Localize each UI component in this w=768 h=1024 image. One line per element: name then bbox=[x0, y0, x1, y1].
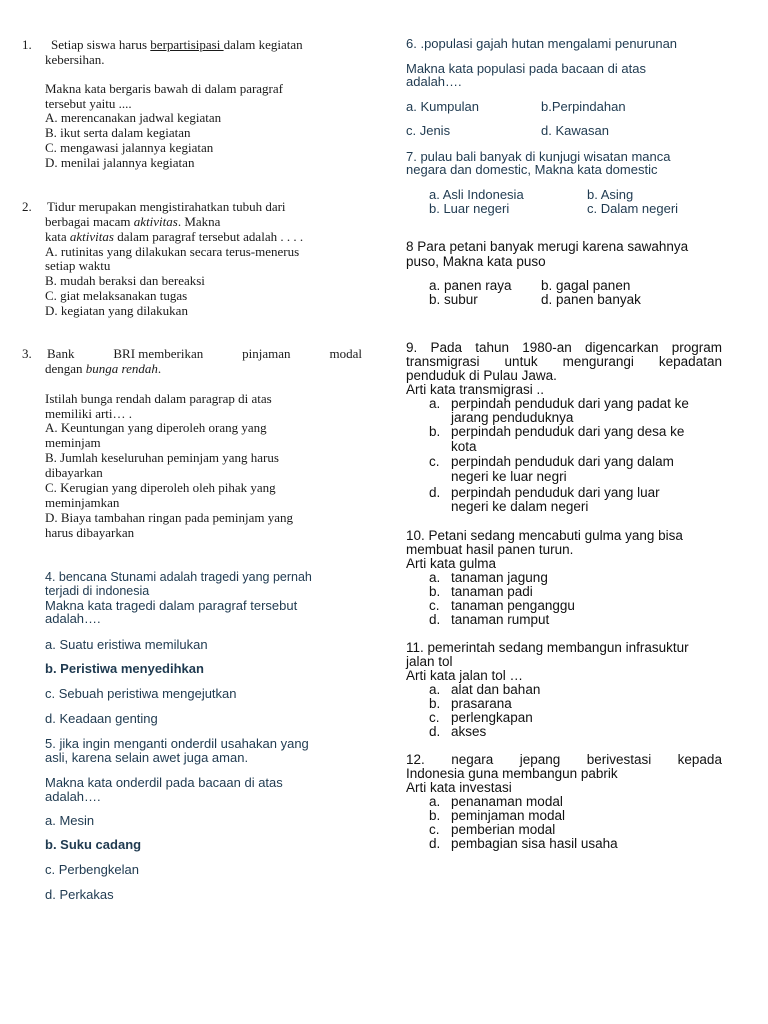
answer-option-d: tanaman rumput bbox=[451, 612, 550, 627]
question-prompt: adalah…. bbox=[45, 611, 101, 626]
question-stem: 5. jika ingin menganti onderdil usahakan yang bbox=[45, 736, 309, 751]
answer-option-c: C. Kerugian yang diperoleh oleh pihak yang bbox=[45, 480, 276, 495]
option-letter-d: d. bbox=[429, 724, 441, 739]
answer-option-c: c. Jenis bbox=[406, 123, 451, 138]
answer-option-d: d. panen banyak bbox=[541, 292, 641, 307]
answer-option-d: pembagian sisa hasil usaha bbox=[451, 836, 618, 851]
answer-option-d: d. Kawasan bbox=[541, 123, 609, 138]
question-stem-line: transmigrasi untuk mengurangi kepadatan bbox=[406, 354, 722, 369]
answer-option-a: a. Asli Indonesia bbox=[429, 187, 524, 202]
answer-option-c: perlengkapan bbox=[451, 710, 533, 725]
answer-option-d: D. menilai jalannya kegiatan bbox=[45, 155, 195, 170]
question-stem-line: dengan bunga rendah. bbox=[45, 361, 162, 376]
question-stem-line: membuat hasil panen turun. bbox=[406, 542, 574, 557]
answer-option-d: perpindah penduduk dari yang luar bbox=[451, 485, 660, 500]
answer-option-b: B. Jumlah keseluruhan peminjam yang harus bbox=[45, 450, 279, 465]
answer-option-b: tanaman padi bbox=[451, 584, 533, 599]
question-stem: 11. pemerintah sedang membangun infrasuktur bbox=[406, 640, 689, 655]
answer-option-a: a. panen raya bbox=[429, 278, 512, 293]
question-stem: 7. pulau bali banyak di kunjugi wisatan manca bbox=[406, 149, 671, 164]
question-stem-line: puso, Makna kata puso bbox=[406, 254, 546, 269]
question-stem: 4. bencana Stunami adalah tragedi yang pernah bbox=[45, 570, 312, 584]
option-letter-d: d. bbox=[429, 836, 441, 851]
question-prompt: Istilah bunga rendah dalam paragrap di atas bbox=[45, 391, 272, 406]
question-prompt: Makna kata populasi pada bacaan di atas bbox=[406, 61, 646, 76]
question-stem: 8 Para petani banyak merugi karena sawahnya bbox=[406, 239, 689, 254]
answer-option-d: D. Biaya tambahan ringan pada peminjam yang bbox=[45, 510, 294, 525]
answer-option-c: b. Luar negeri bbox=[429, 201, 510, 216]
answer-option-d: d. Perkakas bbox=[45, 887, 114, 902]
answer-option-a-cont: jarang penduduknya bbox=[451, 410, 574, 425]
answer-option-c-cont: meminjamkan bbox=[45, 495, 120, 510]
option-letter-c: c. bbox=[429, 822, 440, 837]
question-stem-line: jalan tol bbox=[406, 654, 453, 669]
question-stem-line: penduduk di Pulau Jawa. bbox=[406, 368, 557, 383]
answer-option-b: B. ikut serta dalam kegiatan bbox=[45, 125, 191, 140]
answer-option-b: b. gagal panen bbox=[541, 278, 631, 293]
question-stem-line: kebersihan. bbox=[45, 52, 105, 67]
answer-option-a-cont: setiap waktu bbox=[45, 258, 111, 273]
answer-option-b: prasarana bbox=[451, 696, 512, 711]
question-stem: 9. Pada tahun 1980-an digencarkan program bbox=[406, 340, 722, 355]
answer-option-b: b. Suku cadang bbox=[45, 837, 142, 852]
question-number: 2. bbox=[22, 199, 32, 214]
answer-option-c: c. Perbengkelan bbox=[45, 862, 139, 877]
answer-option-c: perpindah penduduk dari yang dalam bbox=[451, 454, 674, 469]
question-prompt: memiliki arti… . bbox=[45, 406, 133, 421]
question-stem: Setiap siswa harus berpartisipasi dalam kegiatan bbox=[51, 37, 303, 52]
answer-option-b: b. Peristiwa menyedihkan bbox=[45, 661, 204, 676]
answer-option-d: c. Dalam negeri bbox=[587, 201, 679, 216]
question-number: 3. bbox=[22, 346, 32, 361]
question-stem-line: terjadi di indonesia bbox=[45, 584, 150, 598]
option-letter-c: c. bbox=[429, 710, 440, 725]
answer-option-c: C. giat melaksanakan tugas bbox=[45, 288, 188, 303]
answer-option-c: b. subur bbox=[429, 292, 478, 307]
answer-option-b: B. mudah beraksi dan bereaksi bbox=[45, 273, 205, 288]
option-letter-b: b. bbox=[429, 584, 441, 599]
question-prompt: adalah…. bbox=[45, 789, 101, 804]
question-prompt: kata aktivitas dalam paragraf tersebut adalah . . . . bbox=[45, 229, 304, 244]
answer-option-d: d. Keadaan genting bbox=[45, 711, 158, 726]
question-prompt: Arti kata investasi bbox=[406, 780, 512, 795]
option-letter-c: c. bbox=[429, 598, 440, 613]
answer-option-a: alat dan bahan bbox=[451, 682, 541, 697]
option-letter-b: b. bbox=[429, 696, 441, 711]
answer-option-c: tanaman penganggu bbox=[451, 598, 575, 613]
answer-option-a: a. Mesin bbox=[45, 813, 95, 828]
answer-option-c-cont: negeri ke luar negri bbox=[451, 469, 567, 484]
answer-option-b: peminjaman modal bbox=[451, 808, 566, 823]
question-stem-line: berbagai macam aktivitas. Makna bbox=[45, 214, 221, 229]
question-prompt: tersebut yaitu .... bbox=[45, 96, 132, 111]
question-stem: Bank BRI memberikan pinjaman modal bbox=[47, 346, 362, 361]
option-letter-a: a. bbox=[429, 682, 441, 697]
question-stem-line: negara dan domestic, Makna kata domestic bbox=[406, 162, 658, 177]
answer-option-b-cont: kota bbox=[451, 439, 477, 454]
question-stem: 6. .populasi gajah hutan mengalami penurunan bbox=[406, 36, 678, 51]
answer-option-a: A. Keuntungan yang diperoleh orang yang bbox=[45, 420, 267, 435]
question-stem: 12. negara jepang berivestasi kepada bbox=[406, 752, 722, 767]
answer-option-b-cont: dibayarkan bbox=[45, 465, 103, 480]
answer-option-d-cont: negeri ke dalam negeri bbox=[451, 499, 589, 514]
answer-option-a: A. merencanakan jadwal kegiatan bbox=[45, 110, 222, 125]
answer-option-b: b. Asing bbox=[587, 187, 634, 202]
answer-option-c: pemberian modal bbox=[451, 822, 556, 837]
question-prompt: Makna kata tragedi dalam paragraf tersebut bbox=[45, 598, 298, 613]
option-letter-d: d. bbox=[429, 485, 441, 500]
question-stem-line: asli, karena selain awet juga aman. bbox=[45, 750, 249, 765]
option-letter-a: a. bbox=[429, 570, 441, 585]
question-prompt: Makna kata onderdil pada bacaan di atas bbox=[45, 775, 283, 790]
option-letter-b: b. bbox=[429, 808, 441, 823]
answer-option-a: a. Suatu eristiwa memilukan bbox=[45, 637, 208, 652]
answer-option-c: C. mengawasi jalannya kegiatan bbox=[45, 140, 214, 155]
question-prompt: adalah…. bbox=[406, 74, 462, 89]
answer-option-a: penanaman modal bbox=[451, 794, 563, 809]
option-letter-d: d. bbox=[429, 612, 441, 627]
question-prompt: Arti kata gulma bbox=[406, 556, 497, 571]
option-letter-c: c. bbox=[429, 454, 440, 469]
answer-option-c: c. Sebuah peristiwa mengejutkan bbox=[45, 686, 237, 701]
answer-option-d-cont: harus dibayarkan bbox=[45, 525, 135, 540]
option-letter-a: a. bbox=[429, 794, 441, 809]
answer-option-d: D. kegiatan yang dilakukan bbox=[45, 303, 188, 318]
answer-option-a: perpindah penduduk dari yang padat ke bbox=[451, 396, 689, 411]
answer-option-a: a. Kumpulan bbox=[406, 99, 479, 114]
question-prompt: Makna kata bergaris bawah di dalam paragraf bbox=[45, 81, 283, 96]
question-prompt: Arti kata jalan tol … bbox=[406, 668, 524, 683]
question-prompt: Arti kata transmigrasi .. bbox=[406, 382, 545, 397]
answer-option-a: tanaman jagung bbox=[451, 570, 548, 585]
question-stem: Tidur merupakan mengistirahatkan tubuh dari bbox=[47, 199, 286, 214]
answer-option-b: perpindah penduduk dari yang desa ke bbox=[451, 424, 685, 439]
question-stem: 10. Petani sedang mencabuti gulma yang bisa bbox=[406, 528, 683, 543]
answer-option-d: akses bbox=[451, 724, 487, 739]
option-letter-b: b. bbox=[429, 424, 441, 439]
question-number: 1. bbox=[22, 37, 32, 52]
answer-option-a: A. rutinitas yang dilakukan secara terus-menerus bbox=[45, 244, 300, 259]
question-stem-line: Indonesia guna membangun pabrik bbox=[406, 766, 618, 781]
option-letter-a: a. bbox=[429, 396, 441, 411]
answer-option-a-cont: meminjam bbox=[45, 435, 101, 450]
answer-option-b: b.Perpindahan bbox=[541, 99, 626, 114]
